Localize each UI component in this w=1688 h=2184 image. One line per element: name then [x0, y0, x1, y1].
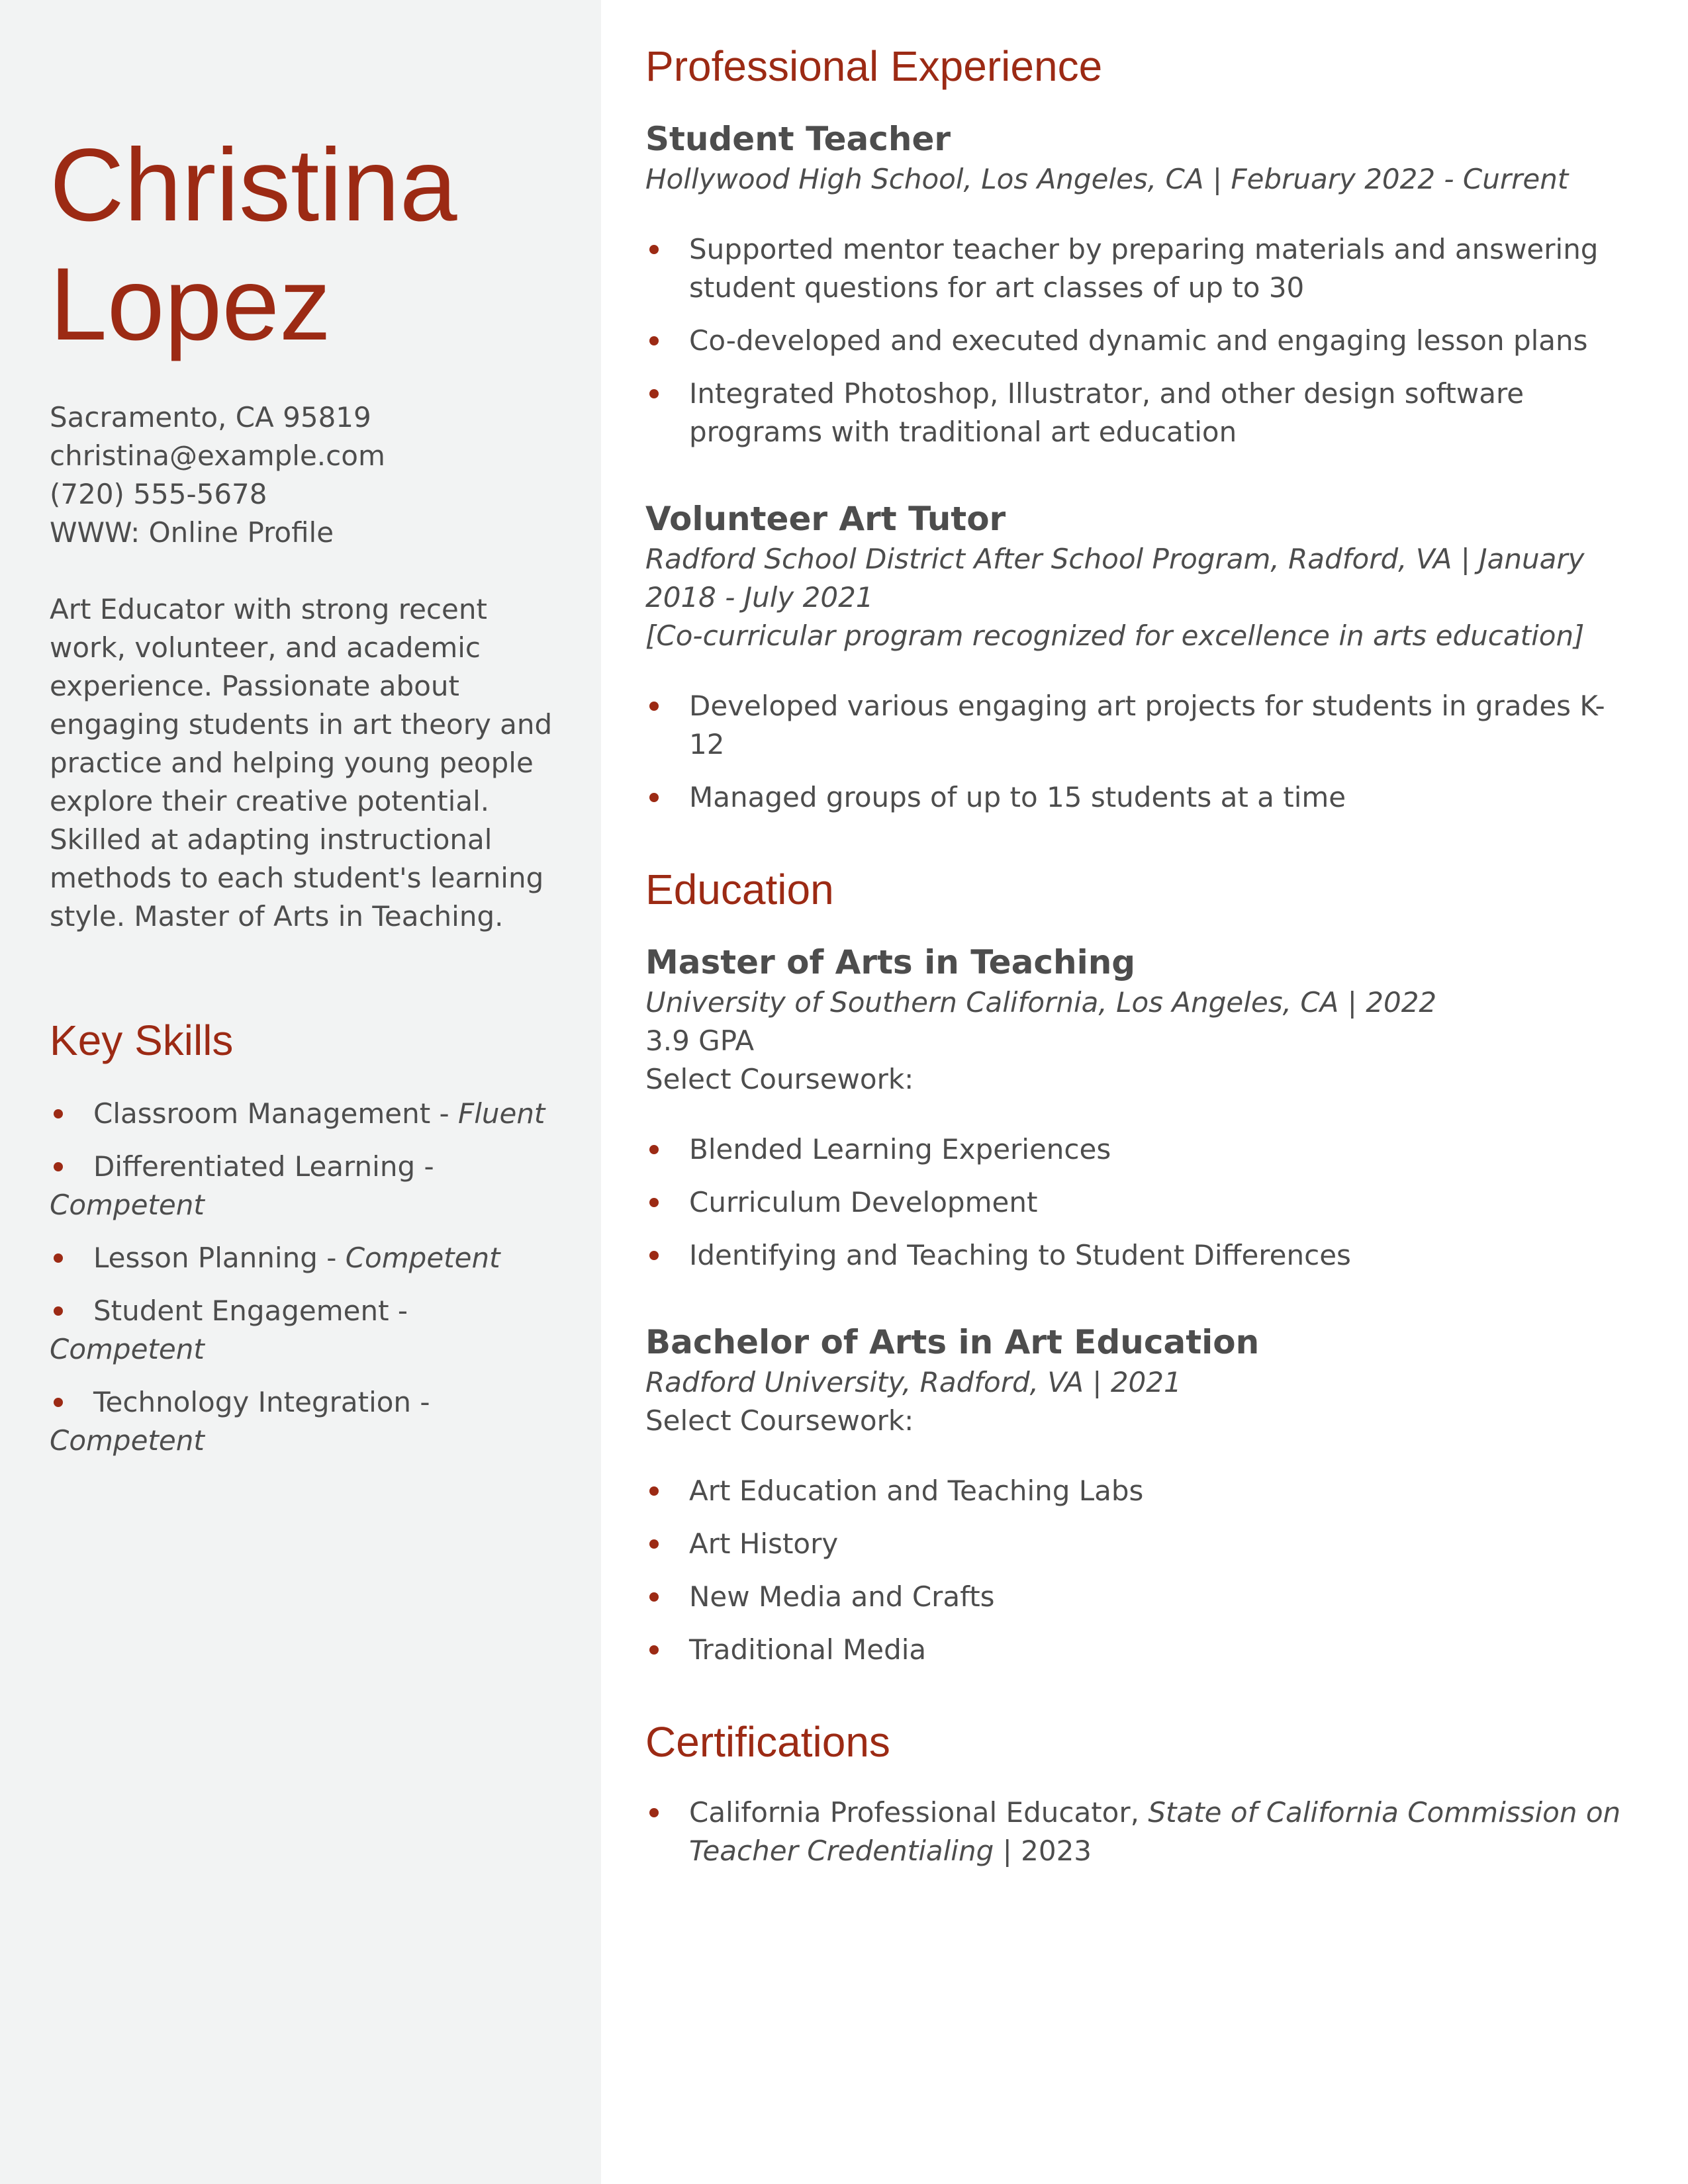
- job-bullets: [645, 230, 1625, 451]
- professional-summary: Art Educator with strong recent work, volunteer, and academic experience. Passionate about engaging students in art theory and practice and helping young people explore their creative potential. Skilled at adapting instructional methods to each student's learning style. Master of Arts in Teaching.: [50, 593, 553, 933]
- degree-meta: University of Southern California, Los Angeles, CA | 2022: [645, 986, 1437, 1019]
- list-item: Supported mentor teacher by preparing materials and answering student questions for art classes of up to 30: [645, 230, 1625, 307]
- coursework-label: Select Coursework:: [645, 1063, 914, 1095]
- list-item: Traditional Media: [645, 1631, 1625, 1669]
- degree-entry: [645, 941, 1625, 1275]
- education-heading: Education: [645, 866, 834, 913]
- certifications-list: [645, 1794, 1625, 1870]
- coursework-list: [645, 1472, 1625, 1669]
- main-content: [645, 40, 1625, 1917]
- job-meta: Hollywood High School, Los Angeles, CA | February 2022 - Current: [645, 163, 1569, 195]
- coursework-list: [645, 1130, 1625, 1275]
- skills-heading: Key Skills: [50, 1017, 234, 1064]
- coursework-label: Select Coursework:: [645, 1404, 914, 1437]
- job-bullets: [645, 687, 1625, 817]
- job-meta: Radford School District After School Program, Radford, VA | January 2018 - July 2021: [645, 543, 1585, 614]
- list-item: Art Education and Teaching Labs: [645, 1472, 1625, 1510]
- phone: (720) 555-5678: [50, 478, 267, 510]
- job-title: Volunteer Art Tutor: [645, 500, 1006, 538]
- first-name: Christina: [50, 128, 457, 243]
- candidate-name: [50, 126, 553, 364]
- list-item: Curriculum Development: [645, 1183, 1625, 1222]
- experience-section: [645, 40, 1625, 817]
- list-item: Developed various engaging art projects for students in grades K-12: [645, 687, 1625, 764]
- certification-item: California Professional Educator, State of California Commission on Teacher Credentialing | 2023: [645, 1794, 1625, 1870]
- skill-item: Student Engagement - Competent: [50, 1292, 553, 1369]
- job-entry: [645, 498, 1625, 817]
- last-name: Lopez: [50, 247, 332, 362]
- job-title: Student Teacher: [645, 120, 951, 158]
- list-item: Integrated Photoshop, Illustrator, and other design software programs with traditional art education: [645, 375, 1625, 451]
- address: Sacramento, CA 95819: [50, 401, 371, 433]
- experience-heading: Professional Experience: [645, 42, 1103, 90]
- list-item: Blended Learning Experiences: [645, 1130, 1625, 1169]
- certifications-heading: Certifications: [645, 1718, 890, 1766]
- job-entry: [645, 118, 1625, 451]
- skills-list: [50, 1095, 553, 1460]
- list-item: Art History: [645, 1525, 1625, 1563]
- gpa: 3.9 GPA: [645, 1024, 755, 1057]
- sidebar-content: [50, 126, 553, 1475]
- education-section: [645, 863, 1625, 1669]
- skill-item: Technology Integration - Competent: [50, 1383, 553, 1460]
- skill-item: Differentiated Learning - Competent: [50, 1148, 553, 1224]
- degree-meta: Radford University, Radford, VA | 2021: [645, 1366, 1182, 1398]
- contact-info: [50, 398, 553, 552]
- certifications-section: [645, 1715, 1625, 1870]
- skill-item: Classroom Management - Fluent: [50, 1095, 553, 1133]
- email[interactable]: christina@example.com: [50, 439, 385, 472]
- list-item: Identifying and Teaching to Student Differences: [645, 1236, 1625, 1275]
- degree-entry: [645, 1321, 1625, 1669]
- online-profile-link[interactable]: WWW: Online Profile: [50, 516, 334, 549]
- degree-title: Bachelor of Arts in Art Education: [645, 1323, 1260, 1361]
- list-item: New Media and Crafts: [645, 1578, 1625, 1616]
- sidebar: [0, 0, 601, 2184]
- list-item: Co-developed and executed dynamic and engaging lesson plans: [645, 322, 1625, 360]
- degree-title: Master of Arts in Teaching: [645, 943, 1136, 981]
- list-item: Managed groups of up to 15 students at a time: [645, 778, 1625, 817]
- job-note: [Co-curricular program recognized for excellence in arts education]: [645, 619, 1585, 652]
- skill-item: Lesson Planning - Competent: [50, 1239, 553, 1277]
